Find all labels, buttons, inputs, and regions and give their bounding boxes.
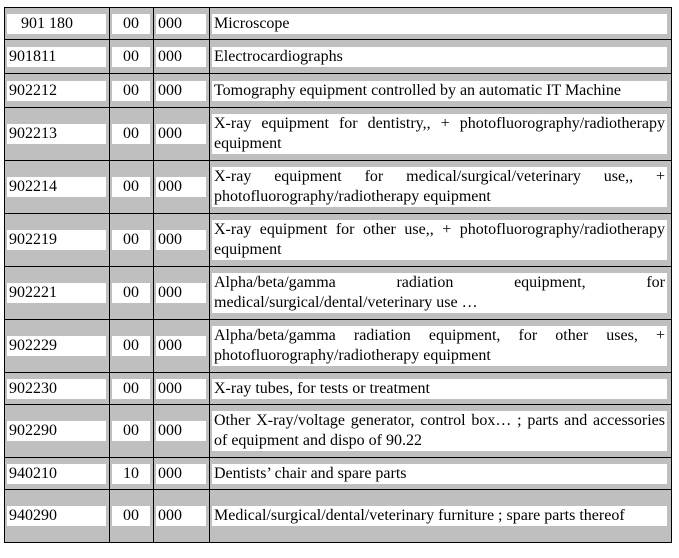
suffix-code-cell <box>154 108 210 161</box>
sub-code-cell <box>110 161 154 214</box>
sub-code-value: 00 <box>112 81 150 101</box>
table-row <box>5 108 672 161</box>
description-text: X-ray tubes, for tests or treatment <box>212 379 667 399</box>
table-row <box>5 405 672 458</box>
suffix-code-value: 000 <box>156 81 206 101</box>
sub-code-cell <box>110 373 154 405</box>
sub-code-value: 00 <box>112 421 150 441</box>
code-value: 902212 <box>7 81 106 101</box>
description-text: Microscope <box>212 14 667 34</box>
sub-code-value: 00 <box>112 379 150 399</box>
code-value: 902230 <box>7 379 106 399</box>
description-text: Electrocardiographs <box>212 47 667 67</box>
table-row <box>5 40 672 74</box>
description-cell <box>210 267 672 320</box>
suffix-code-cell <box>154 490 210 543</box>
description-text: Alpha/beta/gamma radiation equipment, for other uses, + photofluorography/radiotherapy equipment <box>214 327 665 364</box>
table-row <box>5 458 672 490</box>
suffix-code-value: 000 <box>156 124 206 144</box>
sub-code-cell <box>110 267 154 320</box>
suffix-code-value: 000 <box>156 464 206 484</box>
suffix-code-cell <box>154 373 210 405</box>
description-text: Dentists’ chair and spare parts <box>212 464 667 484</box>
table-row <box>5 490 672 543</box>
description-text: Medical/surgical/dental/veterinary furniture ; spare parts thereof <box>212 506 667 526</box>
sub-code-value: 00 <box>112 230 150 250</box>
code-cell <box>5 161 110 214</box>
description-cell <box>210 214 672 267</box>
code-cell <box>5 490 110 543</box>
suffix-code-value: 000 <box>156 14 206 34</box>
description-text: Alpha/beta/gamma radiation equipment, for medical/surgical/dental/veterinary use … <box>214 274 665 311</box>
sub-code-cell <box>110 40 154 74</box>
sub-code-value: 10 <box>112 464 150 484</box>
suffix-code-cell <box>154 405 210 458</box>
suffix-code-cell <box>154 320 210 373</box>
description-cell <box>210 74 672 108</box>
code-value: 940290 <box>7 506 106 526</box>
sub-code-cell <box>110 8 154 40</box>
code-value: 902221 <box>7 283 106 303</box>
suffix-code-value: 000 <box>156 47 206 67</box>
code-cell <box>5 458 110 490</box>
table-row <box>5 161 672 214</box>
sub-code-cell <box>110 74 154 108</box>
description-cell <box>210 490 672 543</box>
suffix-code-cell <box>154 267 210 320</box>
sub-code-value: 00 <box>112 177 150 197</box>
table-row <box>5 74 672 108</box>
sub-code-cell <box>110 490 154 543</box>
code-cell <box>5 267 110 320</box>
description-cell <box>210 373 672 405</box>
code-value: 902219 <box>7 230 106 250</box>
description-cell <box>210 8 672 40</box>
sub-code-cell <box>110 458 154 490</box>
tariff-codes-table <box>4 7 672 543</box>
table-row <box>5 214 672 267</box>
description-cell <box>210 40 672 74</box>
suffix-code-value: 000 <box>156 379 206 399</box>
suffix-code-value: 000 <box>156 177 206 197</box>
description-cell <box>210 405 672 458</box>
code-value: 902213 <box>7 124 106 144</box>
description-cell <box>210 161 672 214</box>
code-cell <box>5 40 110 74</box>
sub-code-cell <box>110 214 154 267</box>
suffix-code-cell <box>154 458 210 490</box>
suffix-code-value: 000 <box>156 421 206 441</box>
code-value: 940210 <box>7 464 106 484</box>
description-text: X-ray equipment for medical/surgical/veterinary use,, + photofluorography/radiotherapy equipment <box>214 168 665 205</box>
code-cell <box>5 74 110 108</box>
description-text: Tomography equipment controlled by an automatic IT Machine <box>212 81 667 101</box>
code-value: 902290 <box>7 421 106 441</box>
sub-code-value: 00 <box>112 506 150 526</box>
suffix-code-cell <box>154 40 210 74</box>
suffix-code-value: 000 <box>156 283 206 303</box>
table-row <box>5 320 672 373</box>
code-value: 901811 <box>7 47 106 67</box>
suffix-code-cell <box>154 161 210 214</box>
suffix-code-value: 000 <box>156 506 206 526</box>
sub-code-value: 00 <box>112 283 150 303</box>
sub-code-value: 00 <box>112 124 150 144</box>
sub-code-value: 00 <box>112 336 150 356</box>
description-text: X-ray equipment for other use,, + photofluorography/radiotherapy equipment <box>214 221 665 258</box>
table-row <box>5 267 672 320</box>
suffix-code-value: 000 <box>156 230 206 250</box>
sub-code-value: 00 <box>112 47 150 67</box>
code-cell <box>5 405 110 458</box>
description-text: Other X-ray/voltage generator, control box… ; parts and accessories of equipment and dispo of 90.22 <box>214 412 665 449</box>
description-cell <box>210 458 672 490</box>
code-value: 902229 <box>7 336 106 356</box>
sub-code-value: 00 <box>112 14 150 34</box>
description-text: X-ray equipment for dentistry,, + photofluorography/radiotherapy equipment <box>214 115 665 152</box>
table-row <box>5 373 672 405</box>
sub-code-cell <box>110 108 154 161</box>
code-cell <box>5 8 110 40</box>
sub-code-cell <box>110 405 154 458</box>
code-cell <box>5 373 110 405</box>
code-cell <box>5 214 110 267</box>
suffix-code-cell <box>154 74 210 108</box>
code-value: 902214 <box>7 177 106 197</box>
suffix-code-cell <box>154 214 210 267</box>
code-value: 901 180 <box>7 14 106 34</box>
description-cell <box>210 108 672 161</box>
description-cell <box>210 320 672 373</box>
code-cell <box>5 108 110 161</box>
suffix-code-value: 000 <box>156 336 206 356</box>
table-row <box>5 8 672 40</box>
suffix-code-cell <box>154 8 210 40</box>
code-cell <box>5 320 110 373</box>
sub-code-cell <box>110 320 154 373</box>
